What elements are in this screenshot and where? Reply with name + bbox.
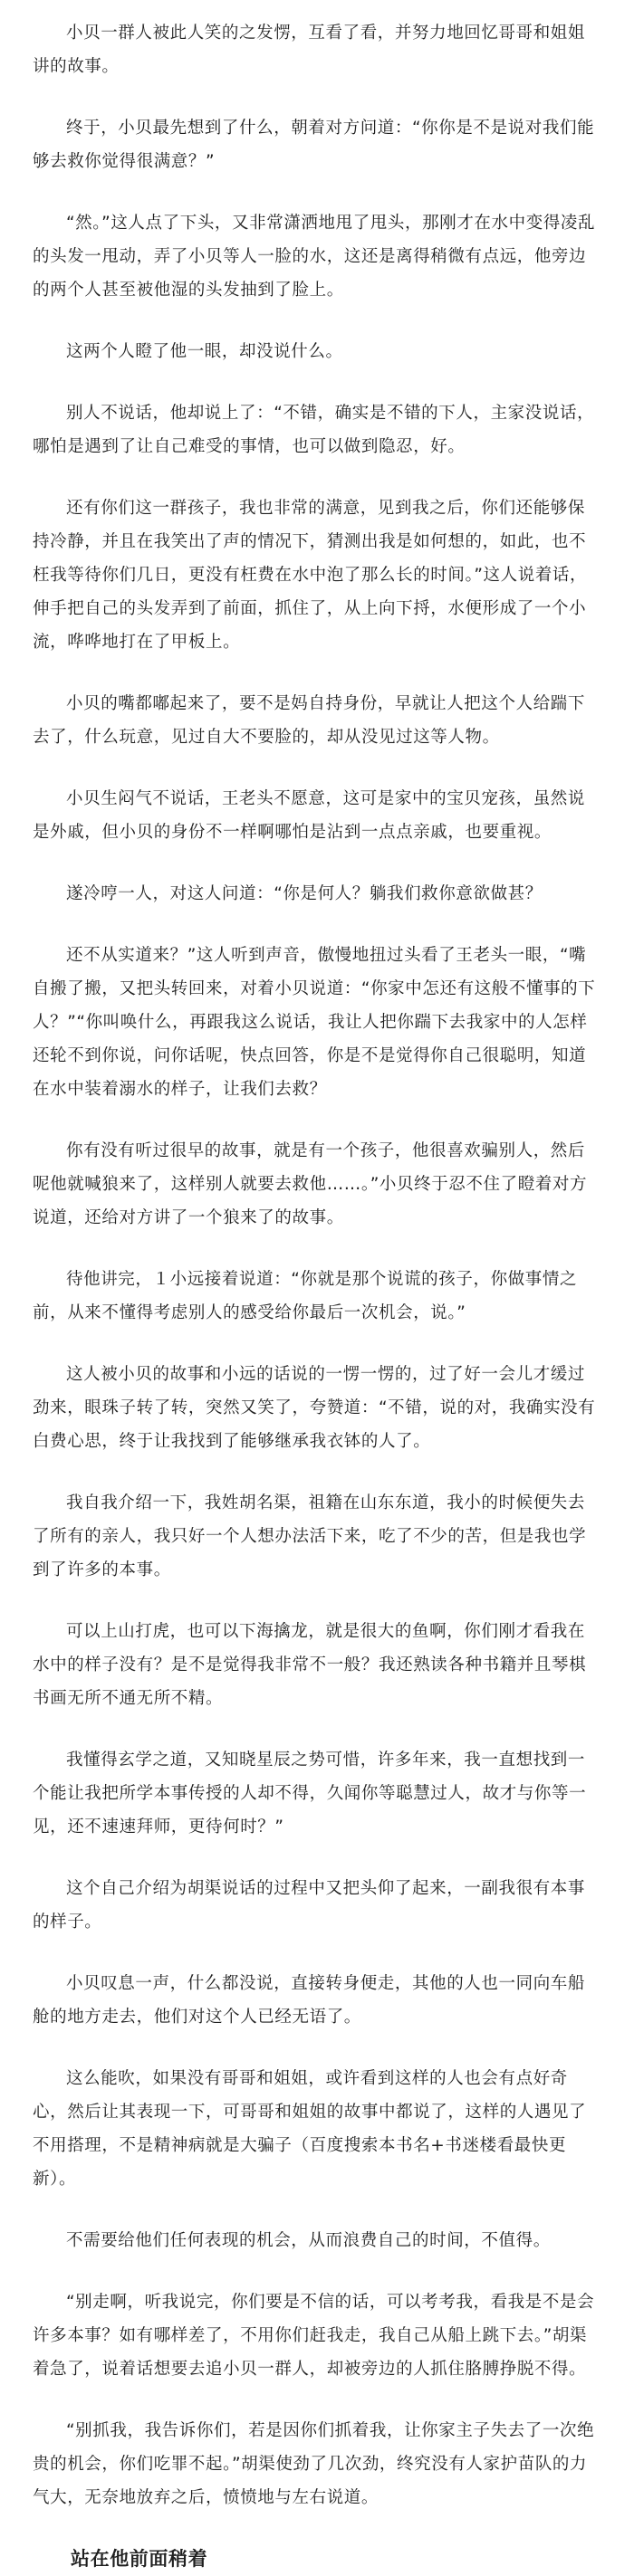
paragraph: 小贝生闷气不说话，王老头不愿意，这可是家中的宝贝宠孩，虽然说是外戚，但小贝的身份不一样啊哪怕是沾到一点点亲戚，也要重视。 — [33, 789, 586, 842]
paragraph: 待他讲完，１小远接着说道：“你就是那个说谎的孩子，你做事情之前，从来不懂得考虑别人的感受给你最后一次机会，说。” — [33, 1270, 578, 1322]
paragraph: 遂冷哼一人，对这人问道：“你是何人？躺我们救你意欲做甚？ — [66, 884, 543, 903]
paragraph: 这么能吹，如果没有哥哥和姐姐，或许看到这样的人也会有点好奇心，然后让其表现一下，可哥哥和姐姐的故事中都说了，这样的人遇见了不用搭理，不是精神病就是大骗子（百度搜索本书名+书迷楼看最快更新）。 — [33, 2069, 587, 2189]
paragraph: 终于，小贝最先想到了什么，朝着对方问道：“你你是不是说对我们能够去救你觉得很满意？” — [33, 119, 595, 171]
paragraph: “别抓我，我告诉你们，若是因你们抓着我，让你家主子失去了一次绝贵的机会，你们吃罪不起。”胡渠使劲了几次劲，终究没有人家护苗队的力气大，无奈地放弃之后，愤愤地与左右说道。 — [33, 2421, 595, 2507]
paragraph: 小贝的嘴都嘟起来了，要不是妈自持身份，早就让人把这个人给踹下去了，什么玩意，见过自大不要脸的，却从没见过这等人物。 — [33, 694, 586, 747]
paragraph: 还不从实道来？”这人听到声音，傲慢地扭过头看了王老头一眼，“嘴自搬了搬，又把头转回来，对着小贝说道：“你家中怎还有这般不懂事的下人？”“你叫唤什么，再跟我这么说话，我让人把你踹下去我家中的人怎样还轮不到你说，问你话呢，快点回答，你是不是觉得你自己很聪明，知道在水中装着溺水的样子，让我们去救？ — [33, 946, 596, 1099]
paragraph: 这人被小贝的故事和小远的话说的一愣一愣的，过了好一会儿才缓过劲来，眼珠子转了转，突然又笑了，夸赞道：“不错，说的对，我确实没有白费心思，终于让我找到了能够继承我衣钵的人了。 — [33, 1365, 596, 1451]
paragraph: 你有没有听过很早的故事，就是有一个孩子，他很喜欢骗别人，然后呢他就喊狼来了，这样别人就要去救他……。”小贝终于忍不住了瞪着对方说道，还给对方讲了一个狼来了的故事。 — [33, 1141, 588, 1227]
paragraph: 这个自己介绍为胡渠说话的过程中又把头仰了起来，一副我很有本事的样子。 — [33, 1879, 586, 1932]
paragraph: 可以上山打虎，也可以下海擒龙，就是很大的鱼啊，你们刚才看我在水中的样子没有？是不是觉得我非常不一般？我还熟读各种书籍并且琴棋书画无所不通无所不精。 — [33, 1622, 587, 1708]
paragraph: 还有你们这一群孩子，我也非常的满意，见到我之后，你们还能够保持冷静，并且在我笑出了声的情况下，猜测出我是如何想的，如此，也不枉我等待你们几日，更没有枉费在水中泡了那么长的时间。”这人说着话，伸手把自己的头发弄到了前面，抓住了，从上向下捋，水便形成了一个小流，哗哗地打在了甲板上。 — [33, 499, 588, 652]
document-body — [33, 16, 601, 2576]
paragraph: 我懂得玄学之道，又知晓星辰之势可惜，许多年来，我一直想找到一个能让我把所学本事传授的人却不得，久闻你等聪慧过人，故才与你等一见，还不速速拜师，更待何时？” — [33, 1751, 587, 1837]
paragraph: “别走啊，听我说完，你们要是不信的话，可以考考我，看我是不是会许多本事？如有哪样差了，不用你们赶我走，我自己从船上跳下去。”胡渠着急了，说着话想要去追小贝一群人，却被旁边的人抓住胳膊挣脱不得。 — [33, 2293, 595, 2379]
paragraph: 不需要给他们任何表现的机会，从而浪费自己的时间，不值得。 — [66, 2231, 551, 2250]
paragraph: 小贝一群人被此人笑的之发愣，互看了看，并努力地回忆哥哥和姐姐讲的故事。 — [33, 24, 586, 76]
paragraph: “然。”这人点了下头，又非常潇洒地甩了甩头，那刚才在水中变得凌乱的头发一甩动，弄了小贝等人一脸的水，这还是离得稍微有点远，他旁边的两个人甚至被他湿的头发抽到了脸上。 — [33, 214, 596, 300]
paragraph: 我自我介绍一下，我姓胡名渠，祖籍在山东东道，我小的时候便失去了所有的亲人，我只好一个人想办法活下来，吃了不少的苦，但是我也学到了许多的本事。 — [33, 1493, 587, 1579]
paragraph: 别人不说话，他却说上了：“不错，确实是不错的下人，主家没说话，哪怕是遇到了让自己难受的事情，也可以做到隐忍，好。 — [33, 404, 595, 456]
paragraph: 这两个人瞪了他一眼，却没说什么。 — [66, 342, 343, 361]
paragraph: 站在他前面稍着 — [71, 2548, 208, 2570]
paragraph: 小贝叹息一声，什么都没说，直接转身便走，其他的人也一同向车船舱的地方走去，他们对这个人已经无语了。 — [33, 1974, 586, 2027]
